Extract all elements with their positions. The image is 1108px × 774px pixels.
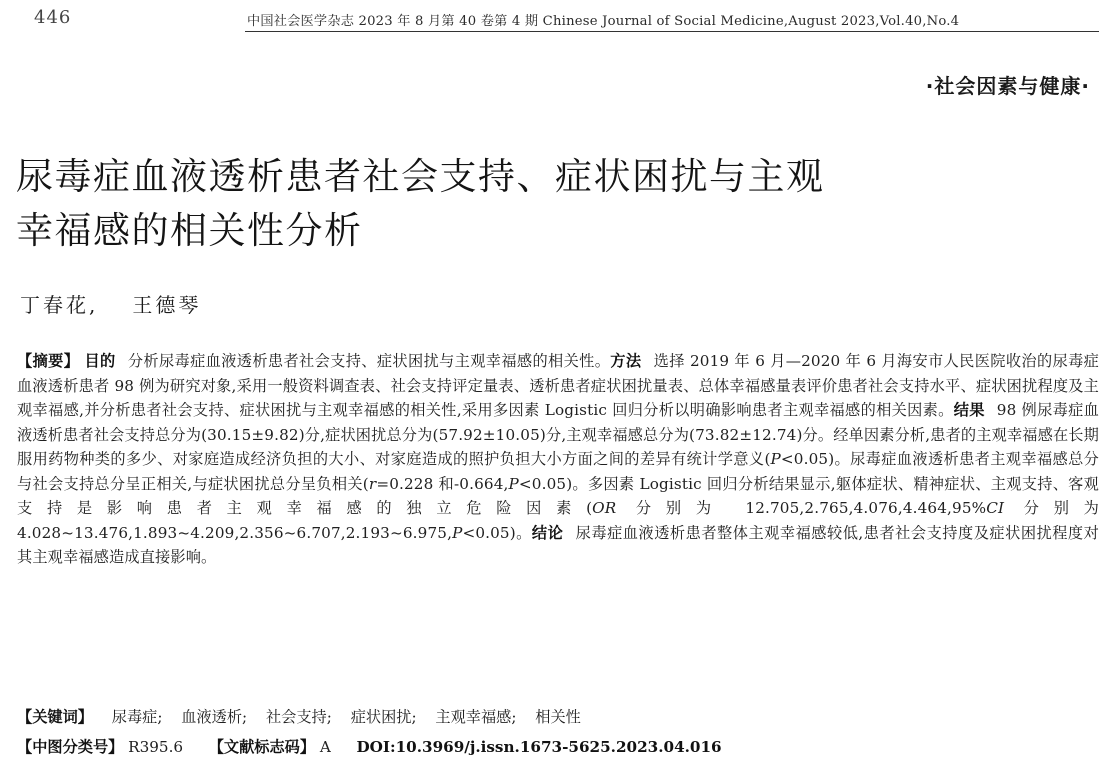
r-value-symbol: r <box>368 474 377 493</box>
p-value-symbol: P <box>770 450 781 468</box>
title-line-2: 幸福感的相关性分析 <box>16 209 363 252</box>
results-text-5: 分别为 12.705,2.765,4.076,4.464,95% <box>616 499 987 517</box>
article-title <box>16 150 1076 258</box>
p-value-symbol-3: P <box>452 523 463 542</box>
author-list <box>20 289 201 318</box>
clc-label-faded: 【中图分类 <box>17 738 93 756</box>
author-1: 丁春花, <box>20 293 99 317</box>
results-text-6: 分别为 4.028~13.476,1.893~4.209,2.356~6.707,2.193~6.975, <box>17 499 1099 542</box>
abstract <box>17 349 1099 570</box>
methods-label: 方法 <box>610 352 642 370</box>
objective-text: 分析尿毒症血液透析患者社会支持、症状困扰与主观幸福感的相关性。 <box>127 352 611 370</box>
keyword-item: 症状困扰; <box>350 708 417 726</box>
doc-code-label: 【文献标志码】 <box>208 738 316 756</box>
methods-text: 选择 2019 年 6 月—2020 年 6 月海安市人民医院收治的尿毒症血液透析患者 98 例为研究对象,采用一般资料调查表、社会支持评定量表、透析患者症状困扰量表、总体幸福感量表评价患者社会支持水平、症状困扰程度及主观幸福感,并分析患者社会支持、症状困扰与主观幸福感的相关性,采用多因素 Logistic 回归分析以明确影响患者主观幸福感的相关因素。 <box>17 352 1099 419</box>
results-text-3: =0.228 和-0.664, <box>376 474 509 493</box>
conclusion-label: 结论 <box>531 523 564 542</box>
abstract-label: 【摘要】 <box>17 352 80 370</box>
ci-symbol: CI <box>986 499 1005 517</box>
keyword-item: 血液透析; <box>181 708 248 726</box>
results-label: 结果 <box>953 401 985 419</box>
objective-label: 目的 <box>84 352 116 370</box>
clc-value: R395.6 <box>128 738 184 756</box>
title-line-1: 尿毒症血液透析患者社会支持、症状困扰与主观 <box>16 155 825 198</box>
keywords-label: 【关键词】 <box>17 708 93 726</box>
keywords <box>17 706 581 727</box>
section-label: ·社会因素与健康· <box>925 74 1090 98</box>
results-text-7: <0.05)。 <box>462 523 532 542</box>
clc-label: 号】 <box>92 738 124 756</box>
doi: DOI:10.3969/j.issn.1673-5625.2023.04.016 <box>356 738 722 756</box>
journal-running-header: 中国社会医学杂志 2023 年 8 月第 40 卷第 4 期 Chinese Journal of Social Medicine,August 2023,Vol.40,No.4 <box>247 14 960 29</box>
classification-line <box>17 736 722 757</box>
or-symbol: OR <box>592 499 617 517</box>
results-text-4: <0.05)。多因素 Logistic 回归分析结果显示,躯体症状、精神症状、主观支持、客观支持是影响患者主观幸福感的独立危险因素( <box>17 474 1099 517</box>
conclusion-text: 尿毒症血液透析患者整体主观幸福感较低,患者社会支持度及症状困扰程度对其主观幸福感造成直接影响。 <box>17 523 1099 566</box>
keyword-item: 主观幸福感; <box>435 708 517 726</box>
results-text-2: <0.05)。尿毒症血液透析患者主观幸福感总分与社会支持总分呈正相关,与症状困扰总分呈负相关( <box>17 450 1099 493</box>
author-2: 王德琴 <box>132 293 202 317</box>
doc-code-value: A <box>319 738 331 756</box>
p-value-symbol-2: P <box>508 474 519 493</box>
keyword-item: 相关性 <box>535 708 581 726</box>
results-text-1: 98 例尿毒症血液透析患者社会支持总分为(30.15±9.82)分,症状困扰总分为(57.92±10.05)分,主观幸福感总分为(73.82±12.74)分。经单因素分析,患者的主观幸福感在长期服用药物种类的多少、对家庭造成经济负担的大小、对家庭造成的照护负担大小方面之间的差异有统计学意义( <box>17 401 1099 468</box>
keyword-item: 社会支持; <box>265 708 332 726</box>
header-rule <box>245 31 1099 32</box>
keyword-item: 尿毒症; <box>111 708 163 726</box>
page-number: 446 <box>34 7 72 28</box>
